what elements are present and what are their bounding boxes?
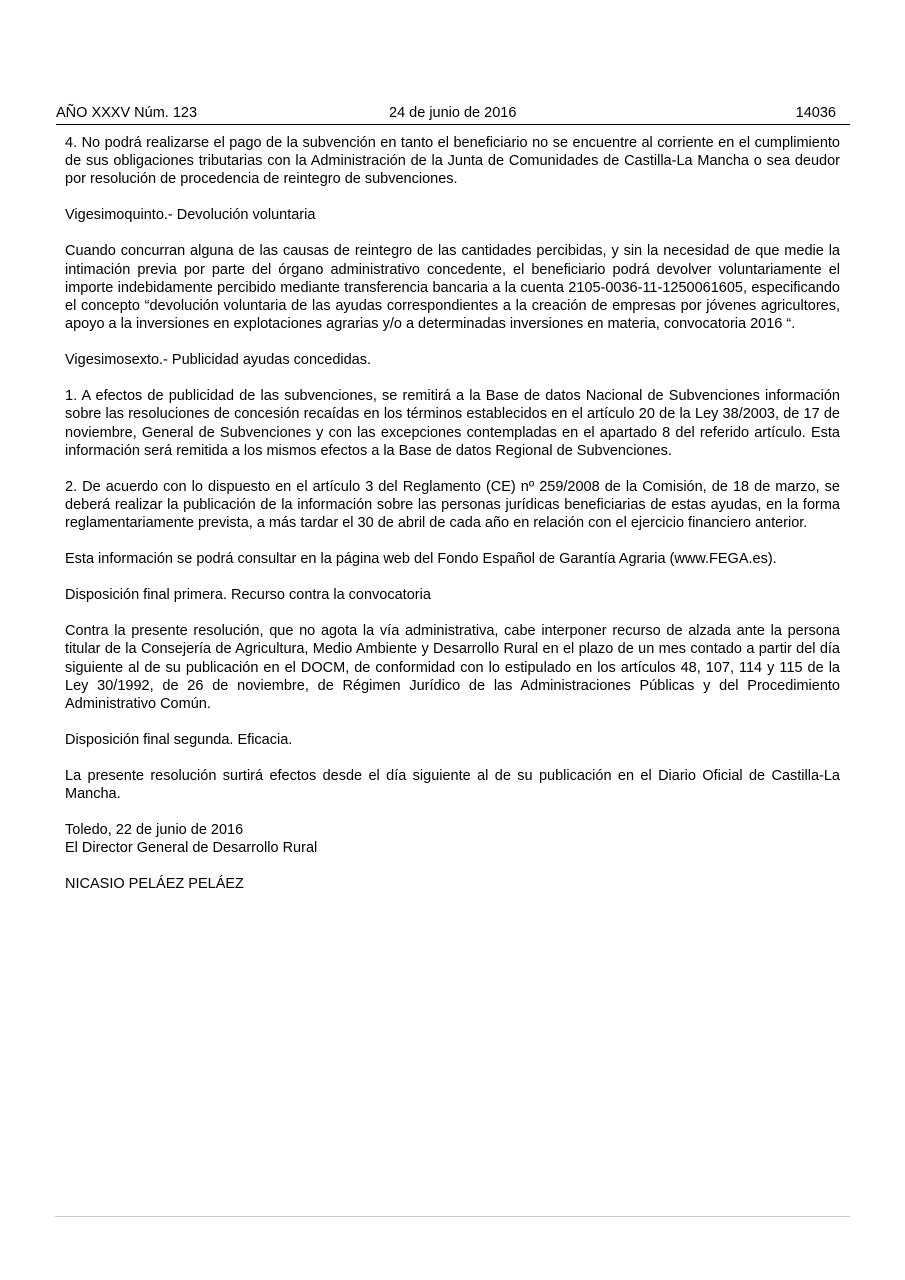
- paragraph-appeal: Contra la presente resolución, que no agota la vía administrativa, cabe interponer recurso de alzada ante la persona titular de la Consejería de Agricultura, Medio Ambiente y Desarrollo Rural en el plazo de un mes contado a partir del día siguiente al de su publicación en el DOCM, de conformidad con lo estipulado en los artículos 48, 107, 114 y 115 de la Ley 30/1992, de 26 de noviembre, de Régimen Jurídico de las Administraciones Públicas y del Procedimiento Administrativo Común.: [65, 623, 840, 713]
- paragraph-voluntary-return: Cuando concurran alguna de las causas de reintegro de las cantidades percibidas, y sin la necesidad de que medie la intimación previa por parte del órgano administrativo concedente, el beneficiario podrá devolver voluntariamente el importe indebidamente percibido mediante transferencia bancaria a la cuenta 2105-0036-11-1250061605, especificando el concepto “devolución voluntaria de las ayudas correspondientes a la creación de empresas por jóvenes agricultores, apoyo a la inversiones en explotaciones agrarias y/o a determinadas inversiones en materia, convocatoria 2016 “.: [65, 243, 840, 333]
- publication-date: 24 de junio de 2016: [389, 105, 517, 121]
- paragraph-publicity-2: 2. De acuerdo con lo dispuesto en el artículo 3 del Reglamento (CE) nº 259/2008 de la Comisión, de 18 de marzo, se deberá realizar la publicación de la información sobre las personas jurídicas beneficiarias de estas ayudas, en la forma reglamentariamente prevista, a más tardar el 30 de abril de cada año en relación con el ejercicio financiero anterior.: [65, 478, 840, 532]
- section-heading-first-final-provision: Disposición final primera. Recurso contra la convocatoria: [65, 587, 431, 604]
- place-and-date: Toledo, 22 de junio de 2016: [65, 822, 244, 839]
- page-number: 14036: [795, 105, 836, 121]
- page-header: [56, 104, 850, 125]
- paragraph-publicity-1: 1. A efectos de publicidad de las subvenciones, se remitirá a la Base de datos Nacional de Subvenciones información sobre las resoluciones de concesión recaídas en los términos establecidos en el artículo 20 de la Ley 38/2003, de 17 de noviembre, General de Subvenciones y con las excepciones contempladas en el apartado 8 del referido artículo. Esta información será remitida a los mismos efectos a la Base de datos Regional de Subvenciones.: [65, 388, 840, 459]
- issue-number: AÑO XXXV Núm. 123: [56, 105, 198, 121]
- paragraph-fega-info: Esta información se podrá consultar en la página web del Fondo Español de Garantía Agraria (www.FEGA.es).: [65, 551, 777, 568]
- signatory-name: NICASIO PELÁEZ PELÁEZ: [65, 876, 244, 893]
- paragraph-effectiveness: La presente resolución surtirá efectos desde el día siguiente al de su publicación en el Diario Oficial de Castilla-La Mancha.: [65, 768, 840, 803]
- section-heading-publicity: Vigesimosexto.- Publicidad ayudas concedidas.: [65, 352, 372, 369]
- document-body: [65, 134, 840, 911]
- signatory-title: El Director General de Desarrollo Rural: [65, 840, 318, 857]
- paragraph-payment-condition: 4. No podrá realizarse el pago de la subvención en tanto el beneficiario no se encuentre al corriente en el cumplimiento de sus obligaciones tributarias con la Administración de la Junta de Comunidades de Castilla-La Mancha o sea deudor por resolución de procedencia de reintegro de subvenciones.: [65, 135, 840, 188]
- section-heading-voluntary-return: Vigesimoquinto.- Devolución voluntaria: [65, 207, 316, 224]
- section-heading-second-final-provision: Disposición final segunda. Eficacia.: [65, 732, 293, 749]
- footer-divider: [55, 1216, 850, 1217]
